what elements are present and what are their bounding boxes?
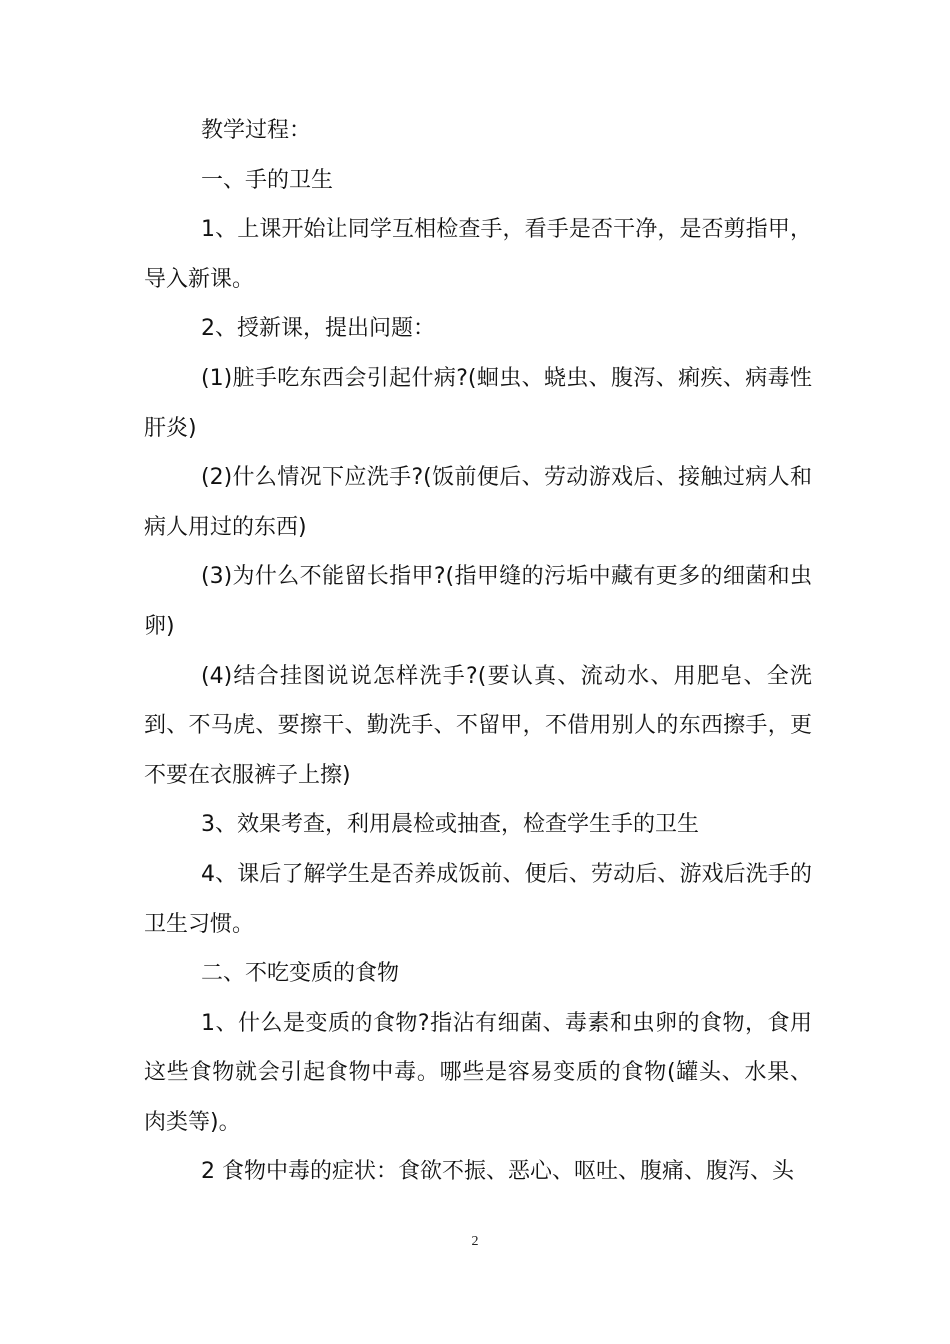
paragraph-question-4: (4)结合挂图说说怎样洗手?(要认真、流动水、用肥皂、全洗到、不马虎、要擦干、勤洗手、不留甲，不借用别人的东西擦手，更不要在衣服裤子上擦) [144,663,812,788]
paragraph-item-1: 1、上课开始让同学互相检查手，看手是否干净，是否剪指甲，导入新课。 [144,217,812,292]
paragraph-question-1: (1)脏手吃东西会引起什病?(蛔虫、蛲虫、腹泻、痢疾、病毒性肝炎) [144,365,812,441]
paragraph-question-3: (3)为什么不能留长指甲?(指甲缝的污垢中藏有更多的细菌和虫卵) [144,564,812,639]
paragraph-section-spoiled-food: 二、不吃变质的食物 [201,961,400,987]
paragraph-item-4: 4、课后了解学生是否养成饭前、便后、劳动后、游戏后洗手的卫生习惯。 [144,861,812,937]
paragraph-section-hand-hygiene: 一、手的卫生 [201,167,334,193]
paragraph-question-2: (2)什么情况下应洗手?(饭前便后、劳动游戏后、接触过病人和病人用过的东西) [144,465,812,540]
paragraph-item-2: 2、授新课，提出问题： [201,316,435,342]
paragraph-food-item-1: 1、什么是变质的食物?指沾有细菌、毒素和虫卵的食物，食用这些食物就会引起食物中毒。哪些是容易变质的食物(罐头、水果、肉类等)。 [144,1010,812,1135]
page-number: 2 [471,1234,479,1249]
paragraph-heading-teaching-process: 教学过程： [201,118,312,143]
paragraph-item-3: 3、效果考查，利用晨检或抽查，检查学生手的卫生 [201,812,699,838]
document-body [144,106,812,1197]
paragraph-food-item-2: 2 食物中毒的症状：食欲不振、恶心、呕吐、腹痛、腹泻、头 [201,1159,794,1185]
